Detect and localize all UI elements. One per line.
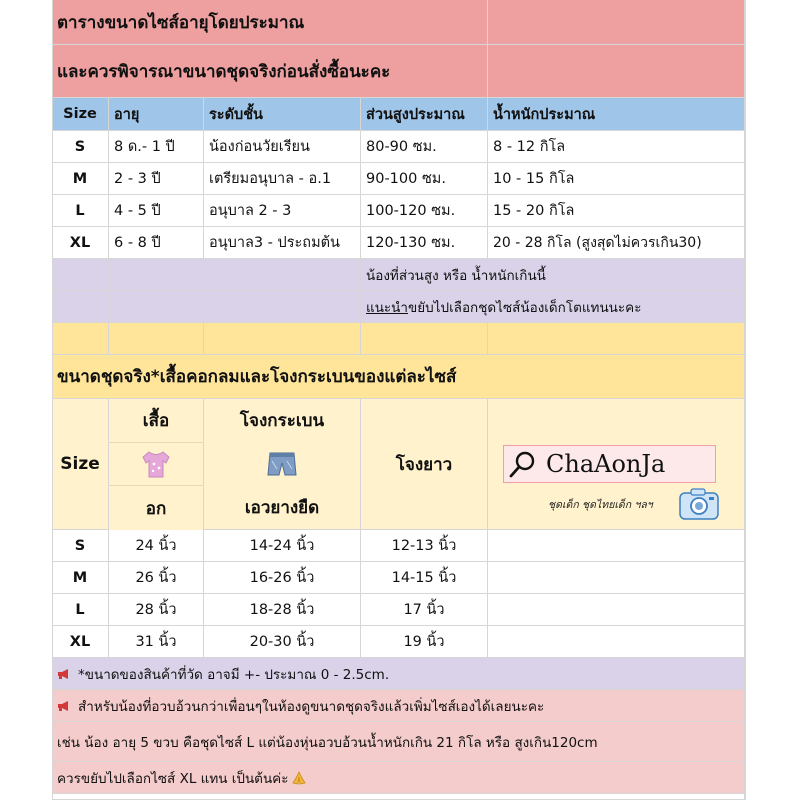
title-row-2 xyxy=(52,45,745,98)
spacer-row xyxy=(52,323,745,355)
table-row xyxy=(52,195,745,227)
size-cell: S xyxy=(52,530,109,562)
sheet-left-border xyxy=(52,0,53,800)
table-row xyxy=(52,227,745,259)
age-cell: 6 - 8 ปี xyxy=(109,227,204,259)
pants-icon xyxy=(265,449,299,479)
sheet-extra-column xyxy=(745,0,800,800)
grade-cell: อนุบาล3 - ประถมต้น xyxy=(204,227,361,259)
recommend-label: แนะนำ xyxy=(366,299,408,316)
length-cell: 19 นิ้ว xyxy=(361,626,488,658)
recommend-note xyxy=(361,291,745,323)
megaphone-icon xyxy=(57,668,72,680)
empty-cell xyxy=(488,323,745,355)
header-size: Size xyxy=(52,98,109,131)
empty-cell xyxy=(204,323,361,355)
size-cell: L xyxy=(52,594,109,626)
grade-cell: เตรียมอนุบาล - อ.1 xyxy=(204,163,361,195)
weight-cell: 8 - 12 กิโล xyxy=(488,131,745,163)
height-cell: 80-90 ซม. xyxy=(361,131,488,163)
size-cell: XL xyxy=(52,227,109,259)
oversize-note: น้องที่ส่วนสูง หรือ น้ำหนักเกินนี้ xyxy=(361,259,745,291)
chest-cell: 24 นิ้ว xyxy=(109,530,204,562)
header-shirt: เสื้อ xyxy=(142,410,170,431)
footer-row-2 xyxy=(52,690,745,722)
table-row xyxy=(52,594,745,626)
footer-row-3 xyxy=(52,722,745,762)
tshirt-icon xyxy=(139,449,173,479)
header-pants-block xyxy=(204,399,361,530)
logo-badge xyxy=(503,445,716,483)
title-line-2: และควรพิจารณาขนาดชุดจริงก่อนสั่งซื้อนะคะ xyxy=(52,45,488,98)
empty-cell xyxy=(204,259,361,291)
size-cell: M xyxy=(52,562,109,594)
footer-row-4 xyxy=(52,762,745,794)
size-cell: M xyxy=(52,163,109,195)
section-title: ขนาดชุดจริง*เสื้อคอกลมและโจงกระเบนของแต่ละไซส์ xyxy=(52,355,745,399)
empty-cell xyxy=(109,259,204,291)
height-cell: 100-120 ซม. xyxy=(361,195,488,227)
waist-cell: 18-28 นิ้ว xyxy=(204,594,361,626)
empty-cell xyxy=(109,323,204,355)
footer-line-2: สำหรับน้องที่อวบอ้วนกว่าเพื่อนๆในห้องดูขนาดชุดจริงแล้วเพิ่มไซส์เองได้เลยนะคะ xyxy=(78,698,545,715)
footer-line-4-wrap xyxy=(52,762,745,794)
height-cell: 90-100 ซม. xyxy=(361,163,488,195)
age-cell: 4 - 5 ปี xyxy=(109,195,204,227)
header-age: อายุ xyxy=(109,98,204,131)
note-row-1 xyxy=(52,259,745,291)
size-cell: L xyxy=(52,195,109,227)
header-chest: อก xyxy=(145,499,167,520)
divider xyxy=(109,442,204,443)
search-icon xyxy=(508,449,538,479)
measure-table-header xyxy=(52,399,745,530)
length-cell: 12-13 นิ้ว xyxy=(361,530,488,562)
empty-cell xyxy=(52,291,109,323)
logo-tagline: ชุดเด็ก ชุดไทยเด็ก ฯลฯ xyxy=(548,499,653,511)
waist-cell: 20-30 นิ้ว xyxy=(204,626,361,658)
grade-cell: น้องก่อนวัยเรียน xyxy=(204,131,361,163)
bottom-row xyxy=(52,794,745,800)
footer-line-3: เช่น น้อง อายุ 5 ขวบ คือชุดไซส์ L แต่น้องหุ่นอวบอ้วนน้ำหนักเกิน 21 กิโล หรือ สูงเกิน120cm xyxy=(52,722,745,762)
table-row xyxy=(52,530,745,562)
weight-cell: 10 - 15 กิโล xyxy=(488,163,745,195)
header-length: โจงยาว xyxy=(361,399,488,530)
empty-cell xyxy=(361,323,488,355)
height-cell: 120-130 ซม. xyxy=(361,227,488,259)
chest-cell: 28 นิ้ว xyxy=(109,594,204,626)
empty-cell xyxy=(52,323,109,355)
divider xyxy=(109,485,204,486)
footer-line-1: *ขนาดของสินค้าที่วัด อาจมี +- ประมาณ 0 - 2.5cm. xyxy=(78,666,390,683)
weight-cell: 15 - 20 กิโล xyxy=(488,195,745,227)
empty-cell xyxy=(488,562,745,594)
size-cell: S xyxy=(52,131,109,163)
empty-cell xyxy=(488,626,745,658)
megaphone-icon xyxy=(57,700,72,712)
chest-cell: 31 นิ้ว xyxy=(109,626,204,658)
empty-cell xyxy=(52,794,745,800)
header-height: ส่วนสูงประมาณ xyxy=(361,98,488,131)
title-row-1 xyxy=(52,0,745,45)
table-row xyxy=(52,562,745,594)
empty-cell xyxy=(204,291,361,323)
header-weight: น้ำหนักประมาณ xyxy=(488,98,745,131)
logo-cell xyxy=(488,399,745,530)
grade-cell: อนุบาล 2 - 3 xyxy=(204,195,361,227)
length-cell: 14-15 นิ้ว xyxy=(361,562,488,594)
title-line-1: ตารางขนาดไซส์อายุโดยประมาณ xyxy=(52,0,488,45)
waist-cell: 14-24 นิ้ว xyxy=(204,530,361,562)
empty-cell xyxy=(52,259,109,291)
table-row xyxy=(52,626,745,658)
recommend-text: ขยับไปเลือกชุดไซส์น้องเด็กโตแทนนะคะ xyxy=(408,299,642,316)
title-empty-cell xyxy=(488,0,745,45)
table-row xyxy=(52,131,745,163)
section-title-row xyxy=(52,355,745,399)
age-table-header xyxy=(52,98,745,131)
header-shirt-block xyxy=(109,399,204,530)
note-row-2 xyxy=(52,291,745,323)
empty-cell xyxy=(109,291,204,323)
footer-line-4: ควรขยับไปเลือกไซส์ XL แทน เป็นต้นค่ะ xyxy=(57,770,289,787)
empty-cell xyxy=(488,530,745,562)
camera-icon xyxy=(679,488,719,520)
empty-cell xyxy=(488,594,745,626)
size-cell: XL xyxy=(52,626,109,658)
footer-row-1 xyxy=(52,658,745,690)
header-waist: เอวยางยืด xyxy=(244,498,320,519)
pray-hands-icon xyxy=(291,771,307,785)
header-grade: ระดับชั้น xyxy=(204,98,361,131)
waist-cell: 16-26 นิ้ว xyxy=(204,562,361,594)
logo-name: ChaAonJa xyxy=(546,450,666,478)
header-pants: โจงกระเบน xyxy=(239,410,325,431)
chest-cell: 26 นิ้ว xyxy=(109,562,204,594)
age-cell: 8 ด.- 1 ปี xyxy=(109,131,204,163)
length-cell: 17 นิ้ว xyxy=(361,594,488,626)
header-size: Size xyxy=(52,399,109,530)
measurement-tolerance-note xyxy=(52,658,745,690)
age-cell: 2 - 3 ปี xyxy=(109,163,204,195)
weight-cell: 20 - 28 กิโล (สูงสุดไม่ควรเกิน30) xyxy=(488,227,745,259)
size-chart-sheet xyxy=(52,0,745,800)
title-empty-cell xyxy=(488,45,745,98)
table-row xyxy=(52,163,745,195)
chubby-kids-note xyxy=(52,690,745,722)
